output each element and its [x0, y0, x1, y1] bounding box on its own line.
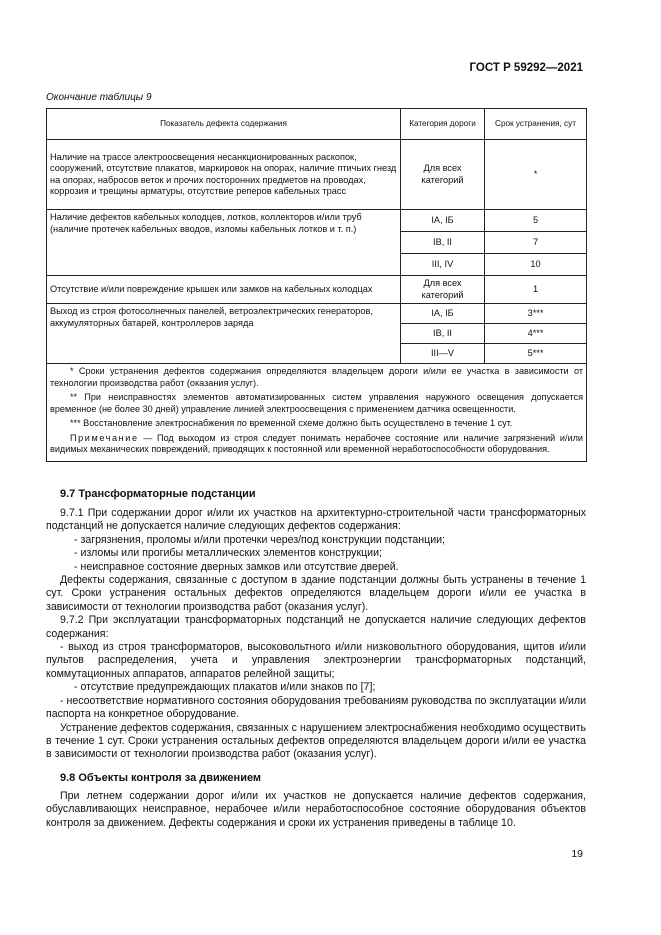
table-row	[47, 210, 587, 232]
list-item: - загрязнения, проломы и/или протечки через/под конструкции подстанции;	[74, 533, 445, 546]
category-cell: IA, IБ	[401, 210, 485, 232]
footnote-3: *** Восстановление электроснабжения по временной схеме должно быть осуществлено в течение 1 сут.	[70, 418, 513, 428]
term-cell: 5***	[485, 344, 587, 364]
term-cell: 7	[485, 232, 587, 254]
defect-cell: Наличие на трассе электроосвещения несанкционированных раскопок, сооружений, отсутствие плакатов, маркировок на опорах, наличие птичьих гнезд на опорах, набросов веток и прочих посторонних предметов на проводах, коррозия и трещины арматуры, отсутствие реперов кабельных трасс	[47, 140, 401, 210]
table-header-row	[47, 109, 587, 140]
table-remark	[50, 433, 583, 456]
category-cell: IB, II	[401, 232, 485, 254]
remark-text: — Под выходом из строя следует понимать нерабочее состояние или наличие загрязнений и/или видимых механических повреждений, приводящих к постоянной или временной неработоспособности оборудования.	[50, 432, 583, 454]
remark-label: Примечание	[70, 432, 139, 443]
paragraph: При летнем содержании дорог и/или их участков не допускается наличие дефектов содержания, обуславливающих неисправное, нерабочее и/или неработоспособное состояние оборудования объектов контроля за движением. Дефекты содержания и сроки их устранения приведены в таблице 10.	[46, 790, 586, 829]
paragraph: 9.7.2 При эксплуатации трансформаторных подстанций не допускается наличие следующих дефектов содержания:	[46, 614, 586, 640]
defect-cell: Выход из строя фотосолнечных панелей, ветроэлектрических генераторов, аккумуляторных батарей, контроллеров заряда	[47, 304, 401, 364]
category-cell: Для всех категорий	[401, 140, 485, 210]
footnote-2: ** При неисправностях элементов автоматизированных систем управления наружного освещения допускается временное (не более 30 дней) управление линией электроосвещения с применением датчика освещенности.	[50, 392, 583, 414]
column-header: Показатель дефекта содержания	[47, 109, 401, 140]
table-row	[47, 140, 587, 210]
defect-cell: Отсутствие и/или повреждение крышек или замков на кабельных колодцах	[47, 276, 401, 304]
defect-cell: Наличие дефектов кабельных колодцев, лотков, коллекторов и/или труб (наличие протечек кабельных вводов, изломы кабельных лотков и т. п.)	[47, 210, 401, 276]
term-cell: 5	[485, 210, 587, 232]
table-row	[47, 276, 587, 304]
category-cell: IB, II	[401, 324, 485, 344]
list-item: - отсутствие предупреждающих плакатов и/или знаков по [7];	[74, 681, 376, 694]
section-9-7-heading: 9.7 Трансформаторные подстанции	[60, 488, 256, 500]
category-cell: IA, IБ	[401, 304, 485, 324]
standard-number: ГОСТ Р 59292—2021	[469, 62, 583, 74]
table-caption: Окончание таблицы 9	[46, 92, 152, 103]
table-row	[47, 304, 587, 324]
term-cell: 10	[485, 254, 587, 276]
term-cell: 1	[485, 276, 587, 304]
term-cell: 3***	[485, 304, 587, 324]
section-9-8-heading: 9.8 Объекты контроля за движением	[60, 772, 262, 784]
list-item: - несоответствие нормативного состояния оборудования требованиям руководства по эксплуатации и/или паспорта на конкретное оборудование.	[46, 694, 586, 721]
table-notes	[47, 364, 587, 462]
list-item: - неисправное состояние дверных замков или отсутствие дверей.	[74, 560, 399, 573]
term-cell: 4***	[485, 324, 587, 344]
table-notes-row	[47, 364, 587, 462]
paragraph: 9.7.1 При содержании дорог и/или их участков на архитектурно-строительной части трансформаторных подстанций не допускается наличие следующих дефектов содержания:	[46, 507, 586, 533]
list-item: - изломы или прогибы металлических элементов конструкции;	[74, 547, 382, 560]
section-9-8-body	[46, 790, 586, 830]
section-9-7-body	[46, 507, 586, 762]
column-header: Категория дороги	[401, 109, 485, 140]
column-header: Срок устранения, сут	[485, 109, 587, 140]
footnote-1: * Сроки устранения дефектов содержания определяются владельцем дороги и/или ее участка в зависимости от технологии производства работ (оказания услуг).	[50, 366, 583, 388]
category-cell: III—V	[401, 344, 485, 364]
list-item: - выход из строя трансформаторов, высоковольтного и/или низковольтного оборудования, щитов и/или пультов распределения, учета и управления электроэнергии трансформаторных подстанций, коммутационных аппаратов, аппаратов релейной защиты;	[46, 641, 586, 680]
category-cell: III, IV	[401, 254, 485, 276]
page-number: 19	[571, 848, 583, 860]
paragraph: Устранение дефектов содержания, связанных с нарушением электроснабжения необходимо осуществить в течение 1 сут. Сроки устранения остальных дефектов определяются владельцем дороги и/или ее участка в зависимости от технологии производства работ (оказания услуг).	[46, 721, 586, 761]
term-cell: *	[485, 140, 587, 210]
table-9	[46, 108, 587, 462]
paragraph: Дефекты содержания, связанные с доступом в здание подстанции должны быть устранены в течение 1 сут. Сроки устранения остальных дефектов определяются владельцем дороги и/или ее участка в зависимости от технологии производства работ (оказания услуг).	[46, 574, 586, 613]
category-cell: Для всех категорий	[401, 276, 485, 304]
